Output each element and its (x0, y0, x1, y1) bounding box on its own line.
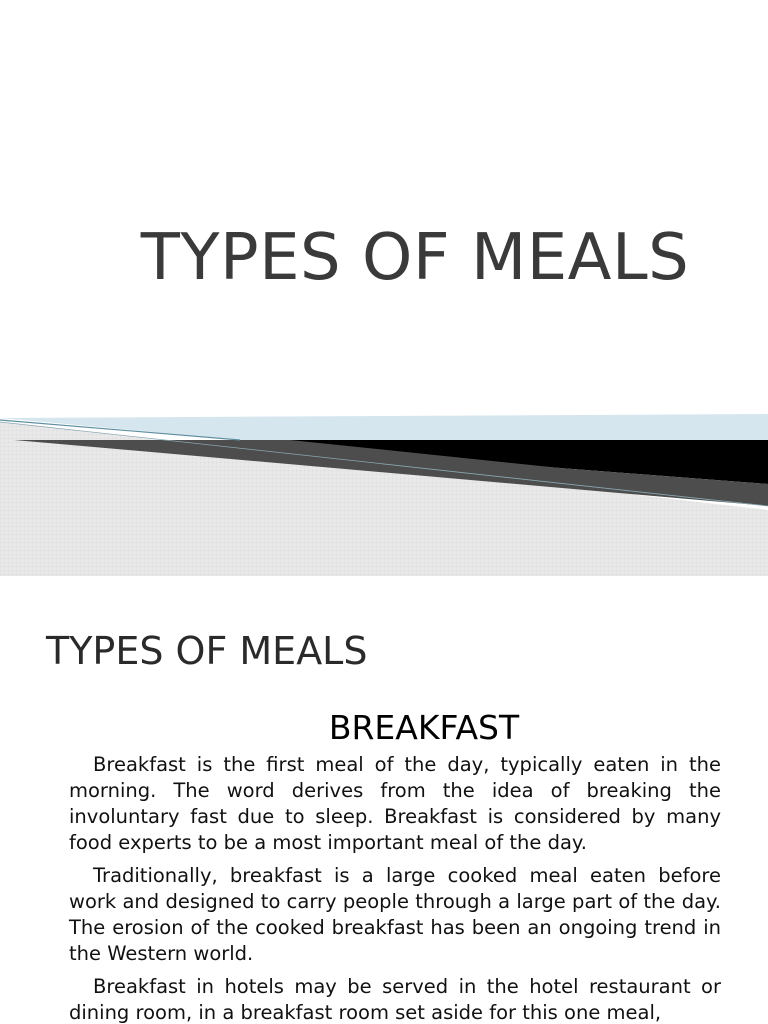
paragraph: Traditionally, breakfast is a large cooked meal eaten before work and designed to carry people through a large part of the day. The erosion of the cooked breakfast has been an ongoing trend in the Western world. (69, 864, 721, 965)
decorative-band (0, 410, 768, 576)
paragraph: Breakfast in hotels may be served in the hotel restaurant or dining room, in a breakfast room set aside for this one meal, (69, 975, 721, 1024)
paragraph: Breakfast is the first meal of the day, typically eaten in the morning. The word derives from the idea of breaking the involuntary fast due to sleep. Breakfast is considered by many food experts to be a most important meal of the day. (69, 753, 721, 854)
section-heading: BREAKFAST (328, 708, 520, 747)
slide-title: TYPES OF MEALS (46, 629, 368, 673)
content-slide (0, 578, 768, 1024)
body-text (69, 752, 721, 1024)
slide-title: TYPES OF MEALS (140, 221, 690, 295)
